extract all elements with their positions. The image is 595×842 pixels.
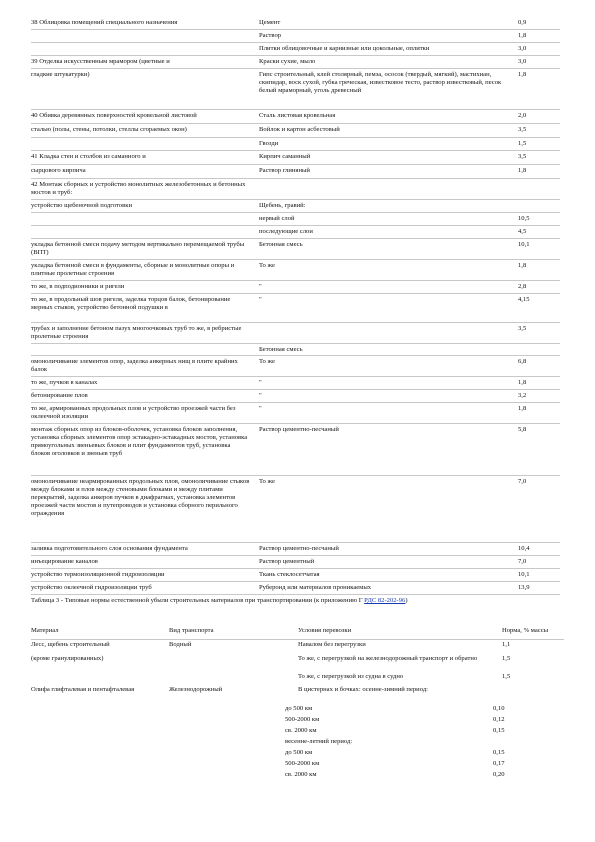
norm-cell: 0,12 — [493, 716, 505, 723]
transport-cell: Водный — [169, 641, 192, 648]
table-row — [31, 124, 560, 138]
work-type-cell: инъецирование каналов — [31, 558, 98, 565]
conditions-cell: В цистернах и бочках: осенне-зимний период: — [298, 686, 429, 693]
table-row — [31, 260, 560, 281]
material-cell: (кроме гранулированных) — [31, 655, 104, 662]
table-row — [31, 770, 564, 781]
work-type-cell: омоноличивание неармированных продольных плов, омоноличивание стыков между блоками и плов между стеновыми блоками и между плитами перекрытий, заделка анкеров пучков в диафрагмах, установка элементов проезжей части мостов и путепроводов и установка сборного перильного ограждения — [31, 478, 250, 517]
caption-tail: ) — [405, 597, 408, 604]
material-cell: " — [259, 392, 262, 399]
norm-cell: 0,17 — [493, 760, 505, 767]
norm-cell: 0,10 — [493, 705, 505, 712]
norm-cell: 10,1 — [518, 571, 530, 578]
norm-cell: 1,5 — [502, 673, 511, 680]
norm-cell: 0,20 — [493, 771, 505, 778]
norm-cell: 1,5 — [502, 655, 511, 662]
table-row — [31, 138, 560, 151]
work-type-cell: монтаж сборных опор из блоков-оболочек, установка блоков заполнения, установка сборных элементов опор эстакадно-эстакадных мостов, установка прямоугольных звеньевых блоков и плит фундаментов труб, установка блоков оголовков и звеньев труб — [31, 426, 248, 457]
table-row — [31, 726, 564, 737]
material-cell: последующие слои — [259, 228, 313, 235]
work-type-cell: гладкие штукатурки) — [31, 71, 90, 78]
work-type-cell: трубах и заполнение бетоном пазух многоочковых труб то же, в ребристые пролетные строения — [31, 325, 242, 340]
material-cell: Рубероид или материалов проникаемых — [259, 584, 372, 591]
table-row — [31, 239, 560, 260]
norm-cell: 6,8 — [518, 358, 527, 365]
norm-cell: 0,9 — [518, 19, 527, 26]
norm-cell: 0,15 — [493, 749, 505, 756]
table-row — [31, 151, 560, 165]
material-cell: " — [259, 296, 262, 303]
conditions-cell: То же, с перегрузкой из судна в судно — [298, 673, 404, 680]
norm-cell: 1,8 — [518, 405, 527, 412]
rds-link[interactable]: РДС 82-202-96 — [364, 597, 406, 604]
norm-cell: 3,0 — [518, 58, 527, 65]
material-cell: Раствор цементно-песчаный — [259, 426, 339, 433]
work-type-cell: сырцового кирпича — [31, 167, 86, 174]
table-3 — [31, 626, 564, 781]
norm-cell: 3,2 — [518, 392, 527, 399]
material-cell: нервый слой — [259, 215, 295, 222]
material-cell: " — [259, 379, 262, 386]
table-row — [31, 476, 560, 543]
material-cell: Бетонная смесь — [259, 346, 303, 353]
header-transport: Вид транспорта — [169, 627, 214, 634]
caption-text: Таблица 3 - Типовые нормы естественной убыли строительных материалов при транспортировании (к приложению Г — [31, 597, 365, 604]
material-cell: Гвозди — [259, 140, 279, 147]
material-cell: Войлок и картон асбестовый — [259, 126, 340, 133]
table-row — [31, 281, 560, 294]
work-type-cell: устройство термоизоляционной гидроизоляции — [31, 571, 165, 578]
table-row — [31, 200, 560, 213]
material-cell: Гипс строительный, клей столярный, пемза, ососок (твердый, мягкий), мастихиан, скипидар, воск сухой, губка греческая, известковое тесто, раствор известковый, песок белый мраморный, уголь древесный — [259, 71, 502, 94]
table-row — [31, 543, 560, 556]
table-row — [31, 165, 560, 179]
table-row — [31, 640, 564, 654]
conditions-cell: св. 2000 км — [285, 727, 317, 734]
material-cell: Плитки облицовочные и карнизные или цокольные, оплитки — [259, 45, 430, 52]
table-row — [31, 685, 564, 704]
table-row — [31, 672, 564, 685]
norm-cell: 0,15 — [493, 727, 505, 734]
table-row — [31, 569, 560, 582]
material-cell: То же — [259, 358, 275, 365]
table-row — [31, 403, 560, 424]
conditions-cell: св. 2000 км — [285, 771, 317, 778]
material-cell: Краски сухие, мыло — [259, 58, 316, 65]
work-type-cell: 38 Облицовка помещений специального назначения — [31, 19, 178, 26]
table-row — [31, 704, 564, 715]
work-type-cell: укладка бетонной смеси подачу методом вертикально перемещаемой трубы (ВПТ) — [31, 241, 245, 256]
material-cell: То же — [259, 262, 275, 269]
material-cell: Сталь листовая кровельная — [259, 112, 336, 119]
norm-cell: 13,9 — [518, 584, 530, 591]
norm-cell: 7,0 — [518, 478, 527, 485]
table-row — [31, 213, 560, 226]
material-cell: Раствор цементный — [259, 558, 315, 565]
table-row — [31, 390, 560, 403]
norm-cell: 1,8 — [518, 262, 527, 269]
table-3-caption — [31, 597, 561, 605]
material-cell: Олифа глифталевая и пентафталевая — [31, 686, 135, 693]
table-row — [31, 17, 560, 30]
conditions-cell: То же, с перегрузкой на железнодорожный транспорт и обратно — [298, 655, 478, 662]
table-row — [31, 226, 560, 239]
table-3-body — [31, 640, 564, 781]
table-row — [31, 294, 560, 323]
header-conditions: Условия перевозки — [298, 627, 352, 634]
material-cell: Кирпич саманный — [259, 153, 311, 160]
material-cell: Раствор цементно-песчаный — [259, 545, 339, 552]
work-type-cell: 42 Монтаж сборных и устройство монолитных железобетонных и бетонных мостов и труб: — [31, 181, 246, 196]
conditions-cell: 500-2000 км — [285, 716, 320, 723]
material-cell: Ткань стеклосетчатая — [259, 571, 320, 578]
table-row — [31, 30, 560, 43]
table-row — [31, 737, 564, 748]
work-type-cell: сталью (полы, стены, потолки, стеллы сгораемых окон) — [31, 126, 187, 133]
norm-cell: 1,8 — [518, 71, 527, 78]
table-row — [31, 759, 564, 770]
table-row — [31, 323, 560, 344]
conditions-cell: до 500 км — [285, 705, 313, 712]
work-type-cell: то же, в продольный шов ригеля, заделка торцов балок, бетонирование мерных стыков, устройство бетонной подушки в — [31, 296, 231, 311]
work-type-cell: устройство оклеечной гидроизоляции труб — [31, 584, 152, 591]
table-row — [31, 424, 560, 476]
norm-cell: 1,8 — [518, 379, 527, 386]
material-cell: Бетонная смесь — [259, 241, 303, 248]
work-type-cell: 41 Кладка стен и столбов из саманного и — [31, 153, 146, 160]
table-row — [31, 56, 560, 69]
norm-cell: 10,1 — [518, 241, 530, 248]
conditions-cell: весенне-летний период: — [285, 738, 353, 745]
table-row — [31, 179, 560, 200]
work-type-cell: устройство щебеночной подготовки — [31, 202, 132, 209]
work-type-cell: то же, пучков в каналах — [31, 379, 98, 386]
norm-cell: 1,8 — [518, 167, 527, 174]
work-type-cell: 40 Обивка деревянных поверхностей кровельной листовой — [31, 112, 197, 119]
table-3-header-row — [31, 626, 564, 640]
conditions-cell: Навалом без перегрузки — [298, 641, 366, 648]
material-cell: " — [259, 405, 262, 412]
norm-cell: 4,5 — [518, 228, 527, 235]
table-row — [31, 69, 560, 110]
norm-cell: 5,8 — [518, 426, 527, 433]
conditions-cell: до 500 км — [285, 749, 313, 756]
table-row — [31, 556, 560, 569]
table-row — [31, 377, 560, 390]
header-material: Материал — [31, 627, 59, 634]
norm-cell: 10,5 — [518, 215, 530, 222]
norm-cell: 4,15 — [518, 296, 530, 303]
table-row — [31, 344, 560, 356]
table-row — [31, 748, 564, 759]
work-type-cell: 39 Отделка искусственным мрамором (цветные и — [31, 58, 170, 65]
material-cell: Лесс, щебень строительный — [31, 641, 110, 648]
table-row — [31, 582, 560, 595]
work-type-cell: то же, армированных продольных плов и устройство проезжей части без оклеечной изоляции — [31, 405, 236, 420]
conditions-cell: 500-2000 км — [285, 760, 320, 767]
material-cell: Щебень, гравий: — [259, 202, 306, 209]
work-type-cell: заливка подготовительного слоя основания фундамента — [31, 545, 188, 552]
norm-cell: 10,4 — [518, 545, 530, 552]
material-cell: Раствор — [259, 32, 282, 39]
norm-cell: 2,8 — [518, 283, 527, 290]
work-type-cell: то же, в подподионники и ригели — [31, 283, 125, 290]
norm-cell: 3,5 — [518, 325, 527, 332]
norm-cell: 2,0 — [518, 112, 527, 119]
norm-cell: 3,5 — [518, 126, 527, 133]
work-type-cell: бетонирование плов — [31, 392, 88, 399]
work-type-cell: омоноличивание элементов опор, заделка анкерных нищ в плите крайних балок — [31, 358, 238, 373]
material-cell: То же — [259, 478, 275, 485]
table-row — [31, 715, 564, 726]
table-row — [31, 356, 560, 377]
table-row — [31, 110, 560, 124]
table-row — [31, 43, 560, 56]
norm-cell: 3,0 — [518, 45, 527, 52]
header-norm: Норма, % массы — [502, 627, 549, 634]
norms-table-continued — [31, 17, 560, 595]
table-row — [31, 654, 564, 672]
work-type-cell: укладка бетонной смеси в фундаменты, сборные и монолитные опоры и плитные пролетные строения — [31, 262, 235, 277]
norm-cell: 1,5 — [518, 140, 527, 147]
norm-cell: 3,5 — [518, 153, 527, 160]
material-cell: " — [259, 283, 262, 290]
transport-cell: Железнодорожный — [169, 686, 223, 693]
material-cell: Раствор глиняный — [259, 167, 310, 174]
norm-cell: 1,1 — [502, 641, 511, 648]
norm-cell: 7,0 — [518, 558, 527, 565]
material-cell: Цемент — [259, 19, 281, 26]
norm-cell: 1,8 — [518, 32, 527, 39]
